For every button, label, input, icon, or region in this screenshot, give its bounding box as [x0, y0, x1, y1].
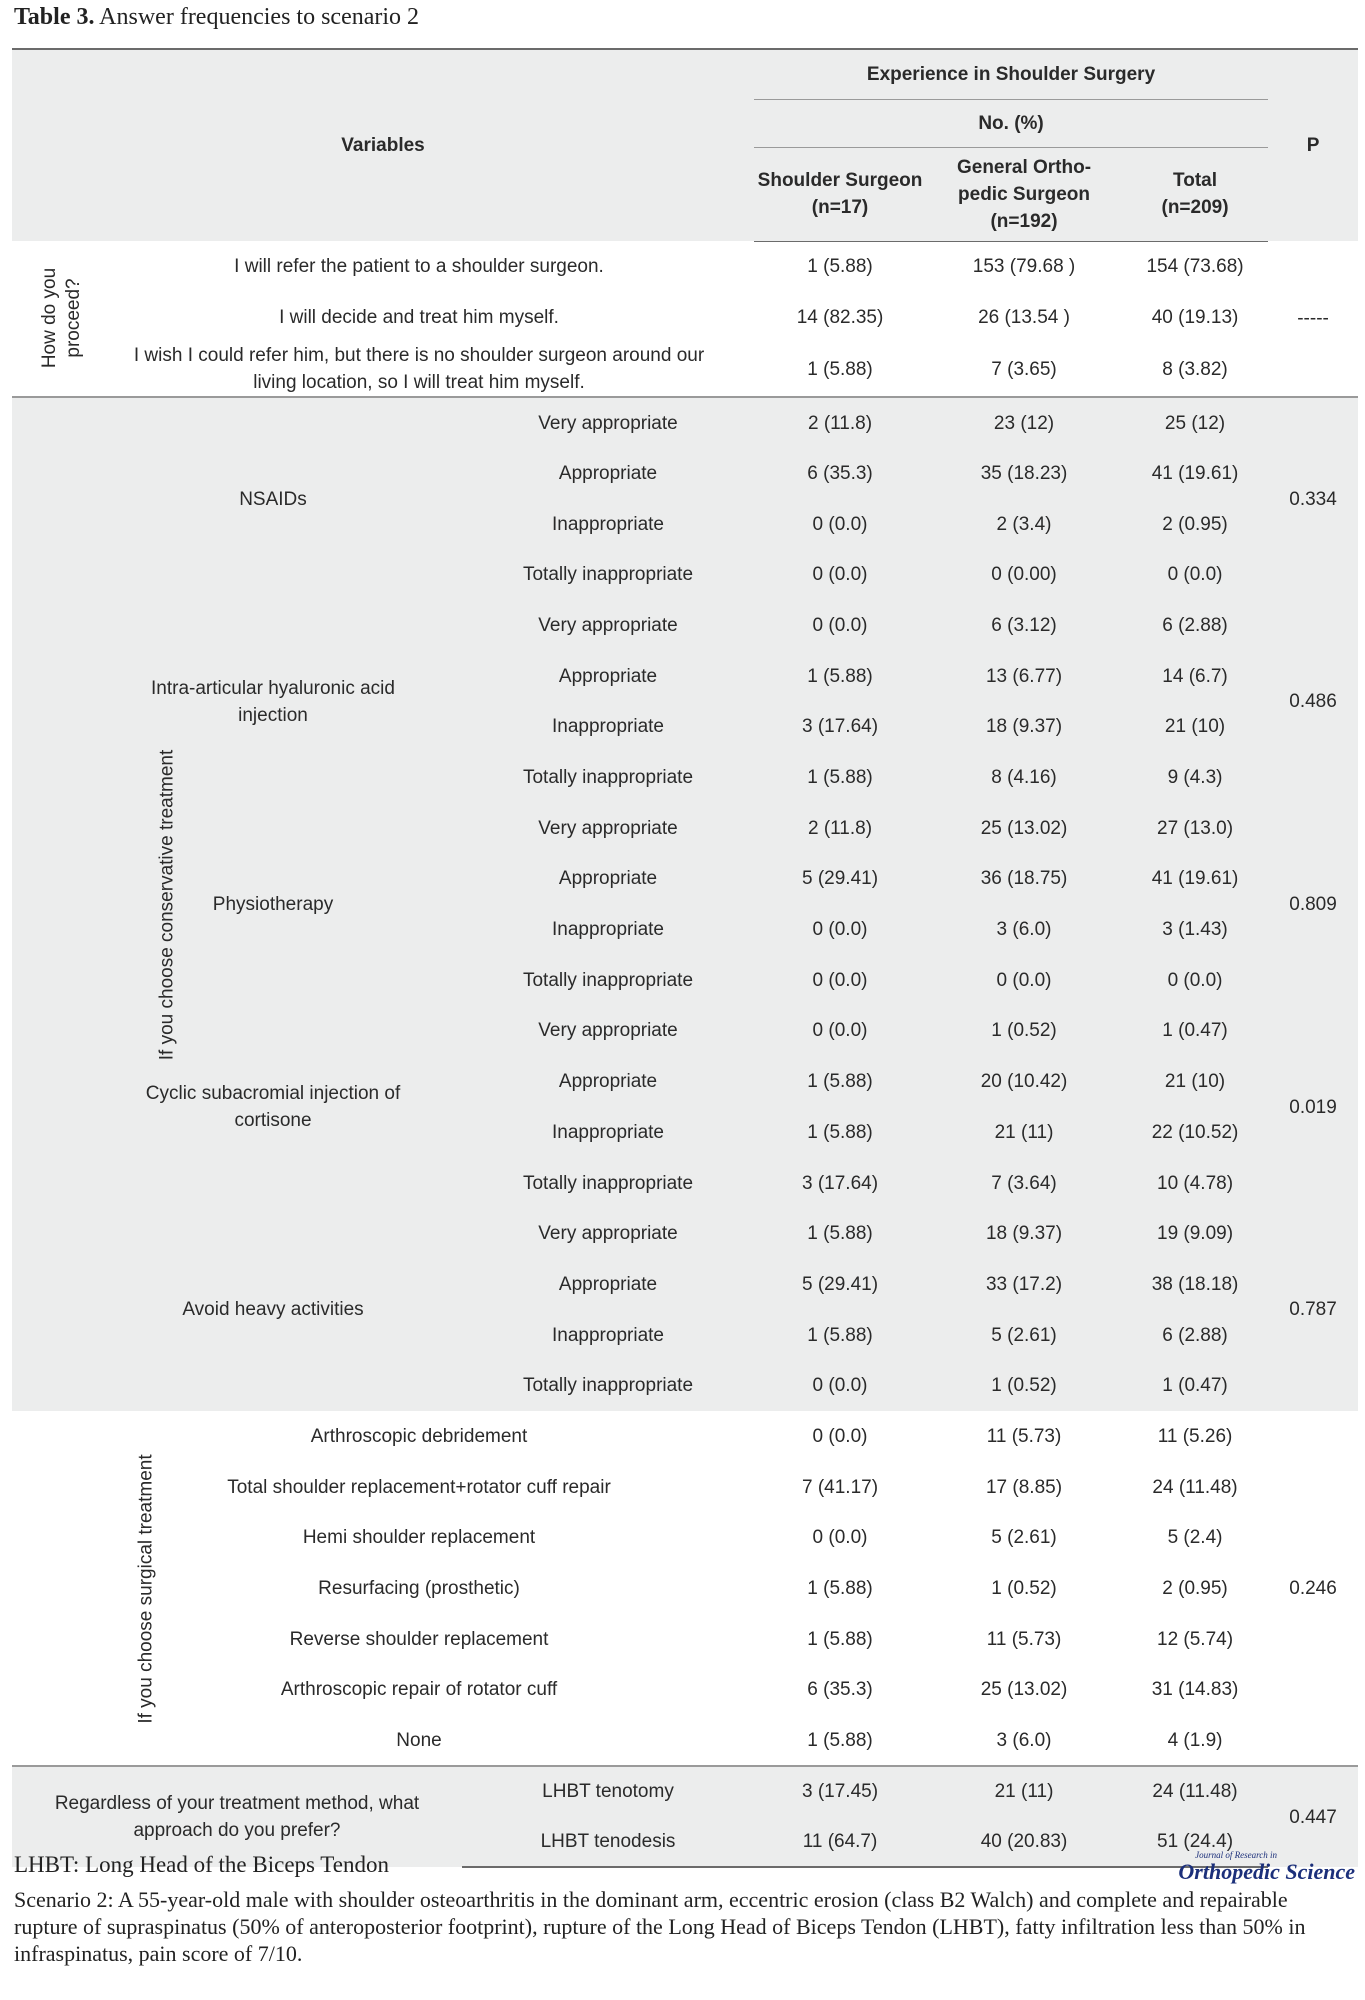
cell-general: 23 (12): [926, 397, 1122, 448]
experience-header: Experience in Shoulder Surgery: [754, 49, 1268, 99]
item-name: Cyclic subacromial injection of cortisone: [84, 1006, 462, 1209]
table-number: Table 3.: [14, 4, 95, 30]
cell-general: 21 (11): [926, 1107, 1122, 1158]
response-label: Very appropriate: [462, 803, 754, 854]
cell-total: 21 (10): [1122, 702, 1268, 753]
answer-frequency-table: [12, 48, 1358, 1868]
cell-shoulder: 1 (5.88): [807, 358, 873, 380]
cell-total: 1 (0.47): [1122, 1006, 1268, 1057]
cell-shoulder: 5 (29.41): [754, 854, 926, 905]
cell-shoulder: 1 (5.88): [754, 651, 926, 702]
cell-total: 6 (2.88): [1122, 600, 1268, 651]
cell-shoulder: 0 (0.0): [812, 1527, 868, 1549]
cell-total: 24 (11.48): [1122, 1766, 1268, 1817]
cell-shoulder: 0 (0.0): [754, 955, 926, 1006]
row-label: None: [396, 1729, 442, 1751]
response-label: Appropriate: [462, 1259, 754, 1310]
cell-total: 31 (14.83): [1151, 1679, 1239, 1701]
surgical-section: [12, 1411, 1358, 1766]
cell-shoulder: 0 (0.0): [754, 1006, 926, 1057]
cell-general: 25 (13.02): [926, 803, 1122, 854]
cell-general: 153 (79.68 ): [972, 256, 1076, 278]
response-label: Appropriate: [462, 1056, 754, 1107]
p-value: 0.019: [1268, 1006, 1358, 1209]
cell-shoulder: 0 (0.0): [754, 499, 926, 550]
response-label: Appropriate: [462, 854, 754, 905]
cell-total: 40 (19.13): [1151, 306, 1239, 328]
table-caption: Answer frequencies to scenario 2: [99, 4, 420, 30]
row-label: Arthroscopic repair of rotator cuff: [280, 1679, 558, 1701]
response-label: Appropriate: [462, 651, 754, 702]
item-name: Intra-articular hyaluronic acid injection: [84, 600, 462, 803]
response-label: Inappropriate: [462, 904, 754, 955]
cell-shoulder: 3 (17.64): [754, 1158, 926, 1209]
table-header: [12, 49, 1358, 241]
cell-total: 2 (0.95): [1122, 499, 1268, 550]
cell-shoulder: 2 (11.8): [754, 803, 926, 854]
table-row: [12, 803, 1358, 854]
cell-general: 0 (0.0): [926, 955, 1122, 1006]
cell-shoulder: 3 (17.64): [754, 702, 926, 753]
row-label: Hemi shoulder replacement: [302, 1527, 536, 1549]
table-row: [12, 1006, 1358, 1057]
cell-total: 22 (10.52): [1122, 1107, 1268, 1158]
cell-general: 21 (11): [926, 1766, 1122, 1817]
row-label: I wish I could refer him, but there is no shoulder surgeon around our living location, so I will treat him myself.: [133, 345, 705, 394]
cell-shoulder: 1 (5.88): [754, 1310, 926, 1361]
table-row: [12, 1715, 1358, 1766]
cell-total: 8 (3.82): [1162, 358, 1228, 380]
p-value: 0.787: [1268, 1208, 1358, 1411]
surgical-group-label: If you choose surgical treatment: [135, 1453, 157, 1724]
p-value: 0.447: [1268, 1766, 1358, 1867]
cell-total: 51 (24.4): [1122, 1817, 1268, 1868]
cell-total: 21 (10): [1122, 1056, 1268, 1107]
cell-general: 7 (3.64): [926, 1158, 1122, 1209]
cell-general: 1 (0.52): [926, 1006, 1122, 1057]
cell-total: 0 (0.0): [1122, 955, 1268, 1006]
cell-shoulder: 0 (0.0): [754, 600, 926, 651]
cell-general: 20 (10.42): [926, 1056, 1122, 1107]
table-row: [12, 600, 1358, 651]
cell-total: 5 (2.4): [1167, 1527, 1223, 1549]
cell-general: 25 (13.02): [980, 1679, 1068, 1701]
cell-shoulder: 1 (5.88): [754, 1208, 926, 1259]
lhbt-question: Regardless of your treatment method, what approach do you prefer?: [12, 1766, 462, 1867]
cell-general: 8 (4.16): [926, 752, 1122, 803]
row-label: Total shoulder replacement+rotator cuff repair: [227, 1476, 611, 1498]
table-row: [12, 1614, 1358, 1665]
response-label: Inappropriate: [462, 1310, 754, 1361]
p-value: 0.809: [1268, 803, 1358, 1006]
table-row: [12, 292, 1358, 343]
cell-shoulder: 0 (0.0): [812, 1425, 868, 1447]
cell-total: 12 (5.74): [1157, 1628, 1234, 1650]
table-title: [14, 4, 419, 31]
cell-total: 9 (4.3): [1122, 752, 1268, 803]
cell-general: 3 (6.0): [926, 904, 1122, 955]
cell-shoulder: 7 (41.17): [801, 1476, 879, 1498]
cell-total: 4 (1.9): [1167, 1729, 1223, 1751]
table-row: [12, 1462, 1358, 1513]
shoulder-surgeon-header: Shoulder Surgeon (n=17): [754, 147, 926, 241]
cell-general: 18 (9.37): [926, 702, 1122, 753]
response-label: Inappropriate: [462, 702, 754, 753]
journal-logo: [1178, 1850, 1355, 1884]
response-label: LHBT tenodesis: [462, 1817, 754, 1868]
p-value: 0.246: [1289, 1577, 1337, 1599]
item-name: Avoid heavy activities: [84, 1208, 462, 1411]
no-pct-header: No. (%): [754, 99, 1268, 147]
table-row: [12, 241, 1358, 292]
cell-general: 11 (5.73): [986, 1628, 1062, 1650]
cell-total: 27 (13.0): [1122, 803, 1268, 854]
journal-logo-name: Orthopedic Science: [1178, 1859, 1355, 1884]
conservative-group-label: If you choose conservative treatment: [12, 397, 84, 1411]
row-label: Arthroscopic debridement: [310, 1425, 528, 1447]
cell-total: 14 (6.7): [1122, 651, 1268, 702]
cell-shoulder: 1 (5.88): [754, 1056, 926, 1107]
cell-total: 2 (0.95): [1162, 1578, 1228, 1600]
response-label: Appropriate: [462, 448, 754, 499]
cell-general: 3 (6.0): [996, 1729, 1052, 1751]
row-label: I will refer the patient to a shoulder surgeon.: [234, 255, 604, 277]
cell-shoulder: 3 (17.45): [754, 1766, 926, 1817]
cell-total: 1 (0.47): [1122, 1360, 1268, 1411]
table-row: [12, 1411, 1358, 1462]
cell-general: 33 (17.2): [926, 1259, 1122, 1310]
cell-total: 41 (19.61): [1122, 854, 1268, 905]
cell-general: 26 (13.54 ): [978, 306, 1070, 328]
p-value: -----: [1297, 308, 1329, 330]
row-label: Reverse shoulder replacement: [289, 1628, 549, 1650]
cell-total: 3 (1.43): [1122, 904, 1268, 955]
cell-shoulder: 6 (35.3): [754, 448, 926, 499]
cell-total: 154 (73.68): [1146, 256, 1244, 278]
cell-total: 38 (18.18): [1122, 1259, 1268, 1310]
table-row: [12, 397, 1358, 448]
p-header: P: [1268, 49, 1358, 241]
cell-shoulder: 5 (29.41): [754, 1259, 926, 1310]
cell-general: 6 (3.12): [926, 600, 1122, 651]
conservative-section: [12, 397, 1358, 1411]
cell-general: 1 (0.52): [926, 1360, 1122, 1411]
response-label: Very appropriate: [462, 600, 754, 651]
p-value: 0.334: [1268, 397, 1358, 600]
cell-general: 13 (6.77): [926, 651, 1122, 702]
journal-logo-small: Journal of Research in: [1195, 1850, 1277, 1860]
cell-shoulder: 1 (5.88): [807, 1628, 873, 1650]
cell-total: 6 (2.88): [1122, 1310, 1268, 1361]
cell-shoulder: 0 (0.0): [754, 904, 926, 955]
cell-shoulder: 1 (5.88): [754, 1107, 926, 1158]
cell-shoulder: 2 (11.8): [754, 397, 926, 448]
cell-general: 5 (2.61): [926, 1310, 1122, 1361]
cell-general: 2 (3.4): [926, 499, 1122, 550]
cell-total: 11 (5.26): [1157, 1425, 1233, 1447]
cell-general: 5 (2.61): [991, 1527, 1057, 1549]
response-label: Totally inappropriate: [462, 1360, 754, 1411]
general-surgeon-header: General Ortho- pedic Surgeon (n=192): [926, 147, 1122, 241]
response-label: Totally inappropriate: [462, 955, 754, 1006]
cell-shoulder: 1 (5.88): [807, 256, 873, 278]
p-value: 0.486: [1268, 600, 1358, 803]
cell-general: 1 (0.52): [991, 1578, 1057, 1600]
cell-general: 7 (3.65): [991, 358, 1057, 380]
response-label: Very appropriate: [462, 397, 754, 448]
cell-general: 40 (20.83): [926, 1817, 1122, 1868]
table-row: [12, 1208, 1358, 1259]
cell-shoulder: 1 (5.88): [754, 752, 926, 803]
table-row: [12, 1665, 1358, 1716]
cell-total: 0 (0.0): [1122, 549, 1268, 600]
cell-general: 35 (18.23): [926, 448, 1122, 499]
cell-shoulder: 1 (5.88): [807, 1729, 873, 1751]
item-name: NSAIDs: [84, 397, 462, 600]
table-row: [12, 342, 1358, 397]
table-row: [12, 1563, 1358, 1614]
response-label: Very appropriate: [462, 1006, 754, 1057]
response-label: Totally inappropriate: [462, 1158, 754, 1209]
cell-general: 36 (18.75): [926, 854, 1122, 905]
variables-header: Variables: [12, 49, 754, 241]
total-header: Total (n=209): [1122, 147, 1268, 241]
cell-general: 11 (5.73): [986, 1425, 1062, 1447]
cell-general: 17 (8.85): [985, 1476, 1063, 1498]
cell-shoulder: 6 (35.3): [807, 1679, 873, 1701]
cell-total: 25 (12): [1122, 397, 1268, 448]
cell-total: 24 (11.48): [1152, 1476, 1238, 1498]
cell-total: 41 (19.61): [1122, 448, 1268, 499]
table-row: [12, 1766, 1358, 1817]
proceed-group-label: How do you proceed?: [39, 268, 85, 369]
scenario-description: Scenario 2: A 55-year-old male with shoulder osteoarthritis in the dominant arm, eccentric erosion (class B2 Walch) and complete and repairable rupture of supraspinatus (50% of anteroposterior footprint), rupture of the Long Head of Biceps Tendon (LHBT), fatty infiltration less than 50% in infraspinatus, pain score of 7/10.: [14, 1887, 1306, 1966]
cell-shoulder: 14 (82.35): [796, 306, 884, 328]
cell-total: 10 (4.78): [1122, 1158, 1268, 1209]
row-label: I will decide and treat him myself.: [279, 306, 559, 328]
cell-shoulder: 0 (0.0): [754, 1360, 926, 1411]
response-label: Totally inappropriate: [462, 549, 754, 600]
row-label: Resurfacing (prosthetic): [318, 1578, 520, 1600]
item-name: Physiotherapy: [84, 803, 462, 1006]
response-label: Inappropriate: [462, 1107, 754, 1158]
response-label: Very appropriate: [462, 1208, 754, 1259]
cell-general: 0 (0.00): [926, 549, 1122, 600]
cell-shoulder: 0 (0.0): [754, 549, 926, 600]
table-row: [12, 1513, 1358, 1564]
cell-shoulder: 11 (64.7): [754, 1817, 926, 1868]
cell-shoulder: 1 (5.88): [807, 1578, 873, 1600]
response-label: Totally inappropriate: [462, 752, 754, 803]
response-label: LHBT tenotomy: [462, 1766, 754, 1817]
cell-general: 18 (9.37): [926, 1208, 1122, 1259]
response-label: Inappropriate: [462, 499, 754, 550]
proceed-section: [12, 241, 1358, 397]
cell-total: 19 (9.09): [1122, 1208, 1268, 1259]
abbreviation-footnote: LHBT: Long Head of the Biceps Tendon: [14, 1852, 389, 1877]
